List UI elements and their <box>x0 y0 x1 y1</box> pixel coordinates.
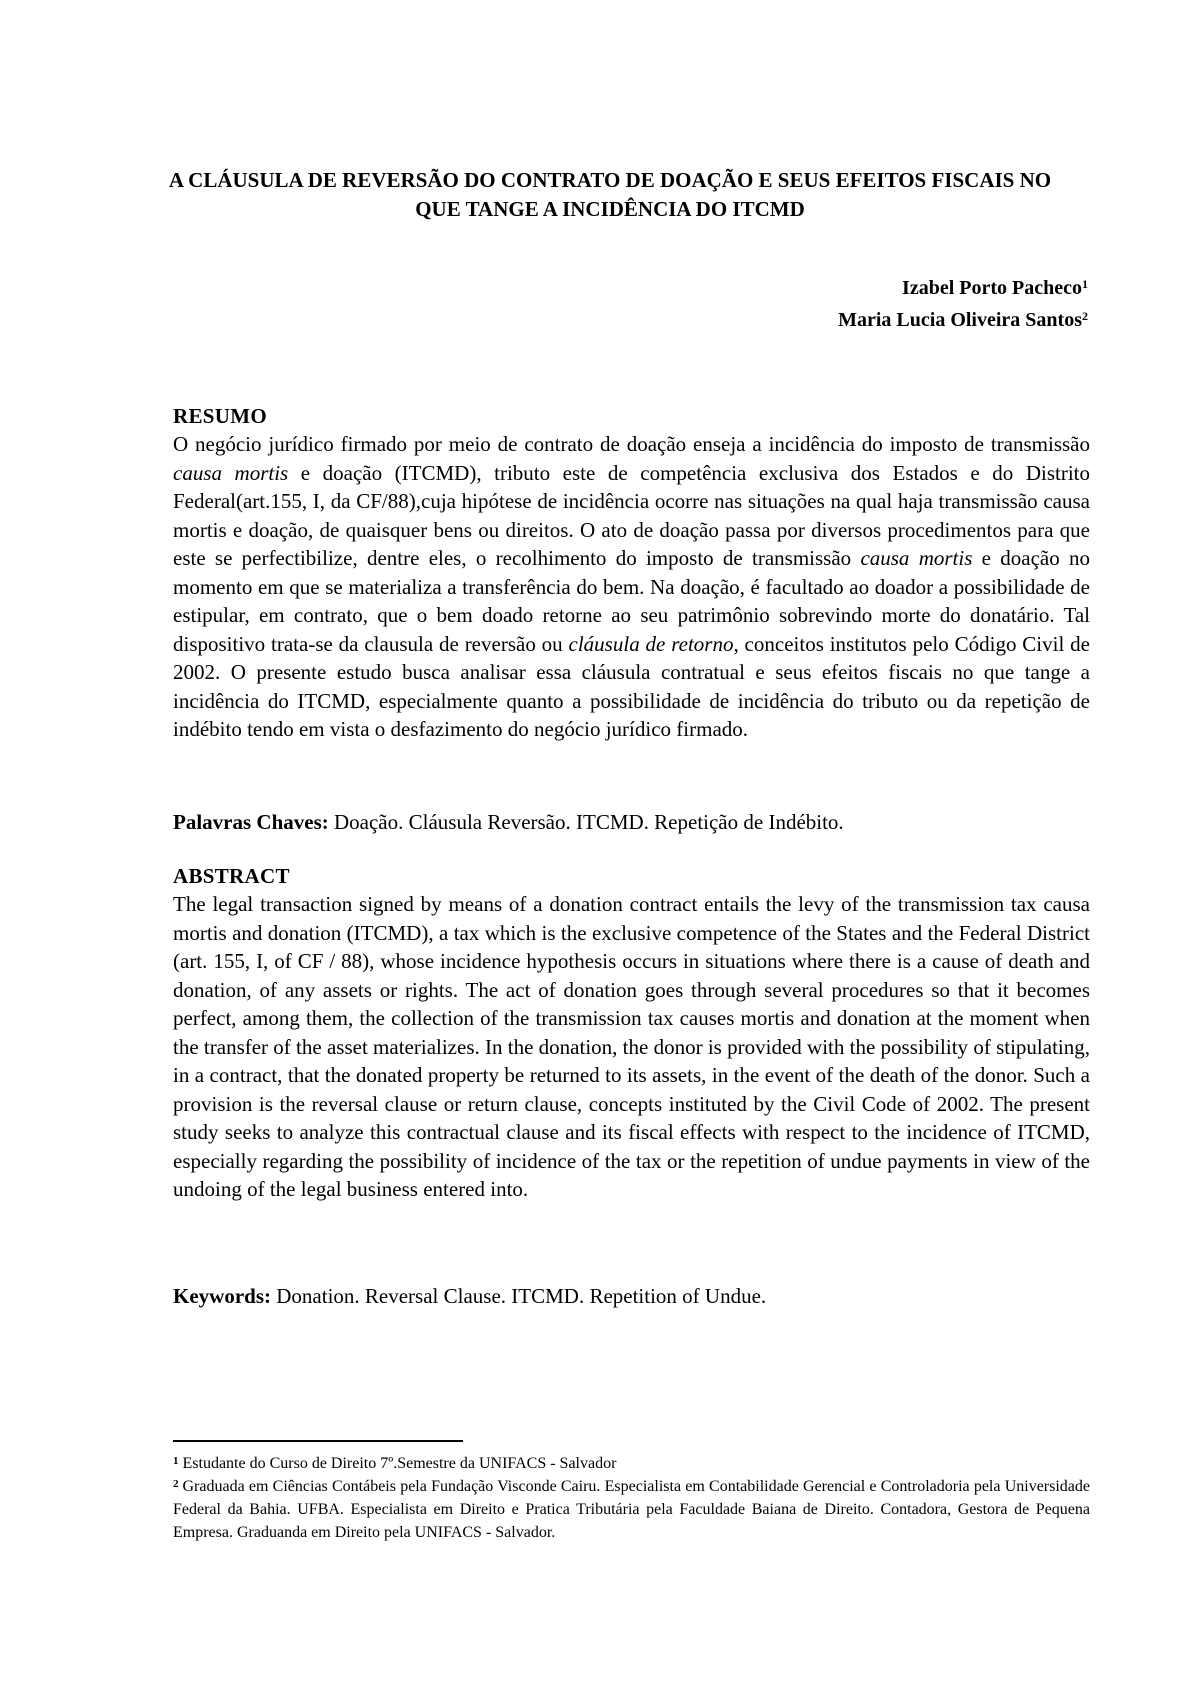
keywords-text: Donation. Reversal Clause. ITCMD. Repetition of Undue. <box>271 1284 767 1308</box>
footnote-2-text: Graduada em Ciências Contábeis pela Fundação Visconde Cairu. Especialista em Contabilidade Gerencial e Controladoria pela Universidade Federal da Bahia. UFBA. Especialista em Direito e Pratica Tributária pela Faculdade Baiana de Direito. Contadora, Gestora de Pequena Empresa. Graduanda em Direito pela UNIFACS - Salvador. <box>173 1478 1090 1541</box>
footnote-divider <box>173 1440 463 1442</box>
abstract-text: The legal transaction signed by means of a donation contract entails the levy of the transmission tax causa mortis and donation (ITCMD), a tax which is the exclusive competence of the States and the Federal District (art. 155, I, of CF / 88), whose incidence hypothesis occurs in situations where there is a cause of death and donation, of any assets or rights. The act of donation goes through several procedures so that it becomes perfect, among them, the collection of the transmission tax causes mortis and donation at the moment when the transfer of the asset materializes. In the donation, the donor is provided with the possibility of stipulating, in a contract, that the donated property be returned to its assets, in the event of the death of the donor. Such a provision is the reversal clause or return clause, concepts instituted by the Civil Code of 2002. The present study seeks to analyze this contractual clause and its fiscal effects with respect to the incidence of ITCMD, especially regarding the possibility of incidence of the tax or the repetition of undue payments in view of the undoing of the legal business entered into. <box>173 892 1090 1201</box>
resumo-text-part-3: e doação no momento em que se materializa a transferência do bem. Na doação, é facultado ao doador a possibilidade de estipular, em contrato, que o bem doado retorne ao seu patrimônio sobrevindo morte do donatário. Tal dispositivo trata-se da clausula de reversão ou <box>173 546 1090 656</box>
abstract-section <box>173 862 1090 1204</box>
paper-title: A CLÁUSULA DE REVERSÃO DO CONTRATO DE DOAÇÃO E SEUS EFEITOS FISCAIS NO QUE TANGE A INCIDÊNCIA DO ITCMD <box>168 168 1052 221</box>
keywords-line <box>173 1282 1090 1310</box>
author-1 <box>838 272 1088 304</box>
resumo-italic-1: causa mortis <box>173 460 289 485</box>
footnote-2 <box>173 1475 1090 1544</box>
resumo-heading: RESUMO <box>173 404 267 428</box>
author-2-name: Maria Lucia Oliveira Santos <box>838 309 1082 331</box>
author-block <box>838 272 1088 336</box>
footnote-1-text: Estudante do Curso de Direito 7º.Semestre da UNIFACS - Salvador <box>182 1455 617 1472</box>
footnote-2-mark: 2 <box>173 1478 179 1490</box>
author-2-note-mark: 2 <box>1082 309 1088 323</box>
footnote-1 <box>173 1452 1090 1475</box>
resumo-italic-2: causa mortis <box>860 546 973 570</box>
palavras-chaves-label: Palavras Chaves: <box>173 810 329 834</box>
author-1-note-mark: 1 <box>1082 277 1088 291</box>
resumo-italic-3: cláusula de retorno <box>568 631 734 656</box>
footnote-1-mark: 1 <box>173 1455 179 1467</box>
resumo-text-part-1: O negócio jurídico firmado por meio de contrato de doação enseja a incidência do imposto de transmissão <box>173 432 1090 456</box>
palavras-chaves-text: Doação. Cláusula Reversão. ITCMD. Repetição de Indébito. <box>328 810 844 834</box>
resumo-text <box>173 430 1090 744</box>
palavras-chaves-line <box>173 808 1090 836</box>
abstract-heading: ABSTRACT <box>173 864 290 888</box>
keywords <box>173 1282 1090 1310</box>
author-1-name: Izabel Porto Pacheco <box>902 277 1082 299</box>
palavras-chaves <box>173 808 1090 836</box>
footnotes <box>173 1452 1090 1544</box>
keywords-label: Keywords: <box>173 1284 271 1308</box>
resumo-section <box>173 402 1090 744</box>
resumo-text-part-4: , conceitos institutos pelo Código Civil de 2002. O presente estudo busca analisar essa cláusula contratual e seus efeitos fiscais no que tange a incidência do ITCMD, especialmente quanto a possibilidade de incidência do tributo ou da repetição de indébito tendo em vista o desfazimento do negócio jurídico firmado. <box>173 631 1090 741</box>
author-2 <box>838 304 1088 336</box>
resumo-text-part-2: e doação (ITCMD), tributo este de competência exclusiva dos Estados e do Distrito Federal(art.155, I, da CF/88),cuja hipótese de incidência ocorre nas situações na qual haja transmissão causa mortis e doação, de quaisquer bens ou direitos. O ato de doação passa por diversos procedimentos para que este se perfectibilize, dentre eles, o recolhimento do imposto de transmissão <box>173 460 1090 570</box>
